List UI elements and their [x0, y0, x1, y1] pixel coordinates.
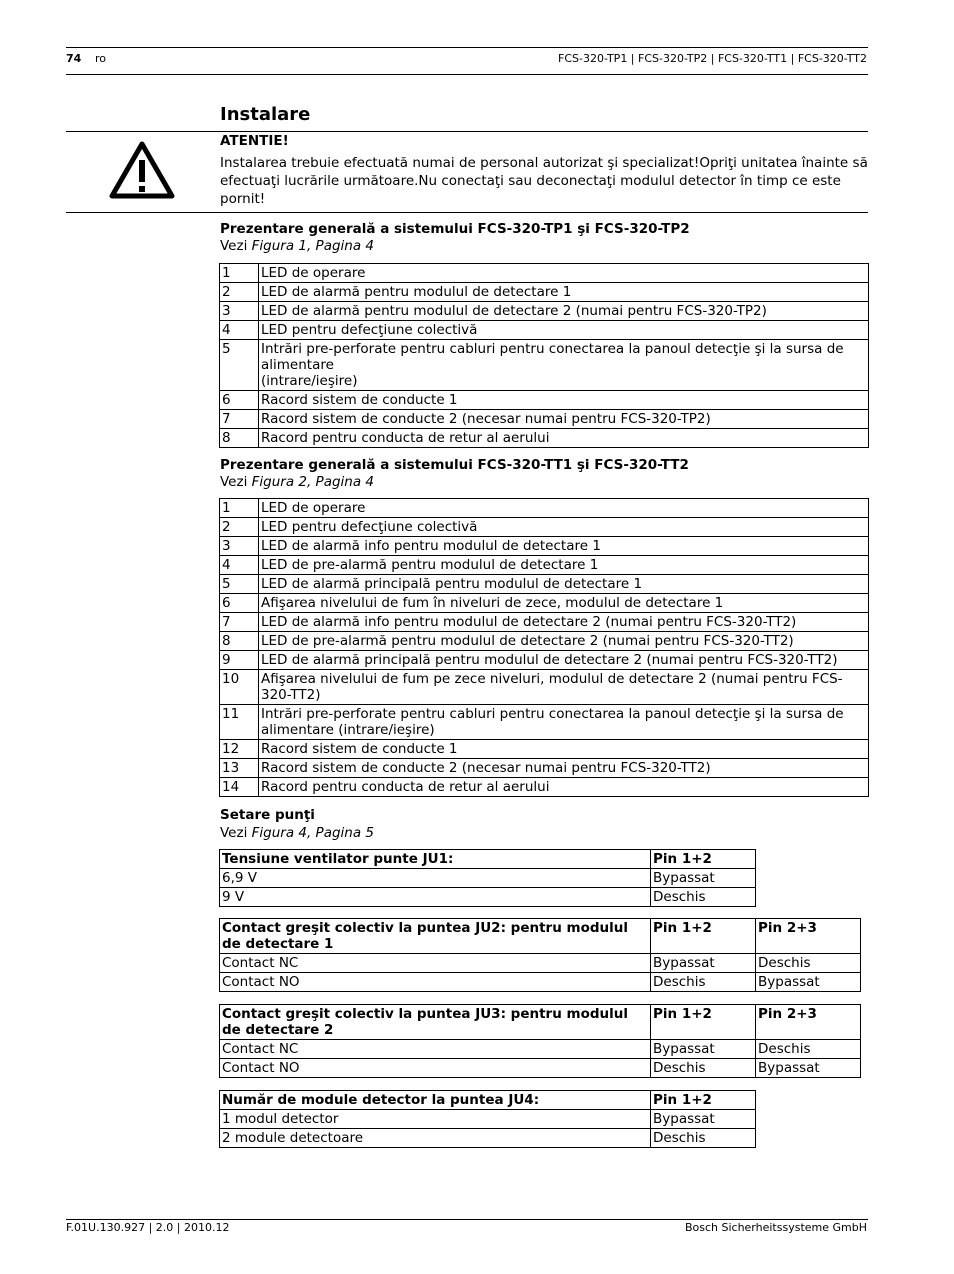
warning-triangle-icon	[108, 140, 176, 200]
ju1-row	[220, 888, 756, 907]
item-description: LED de operare	[259, 264, 869, 283]
item-description: Afişarea nivelului de fum în niveluri de zece, modulul de detectare 1	[259, 594, 869, 613]
overview2-ref-prefix: Vezi	[220, 474, 252, 490]
item-number: 6	[220, 391, 259, 410]
item-description: LED de operare	[259, 499, 869, 518]
overview2-row	[220, 651, 869, 670]
item-number: 1	[220, 499, 259, 518]
overview1-row	[220, 340, 869, 391]
ju2-header-row	[220, 919, 861, 954]
overview2-row	[220, 759, 869, 778]
overview2-row	[220, 705, 869, 740]
footer-company: Bosch Sicherheitssysteme GmbH	[684, 1221, 867, 1234]
item-number: 4	[220, 556, 259, 575]
ju3-cell: Bypassat	[651, 1040, 756, 1059]
ju2-table	[219, 918, 861, 992]
ju2-header-cell: Pin 2+3	[756, 919, 861, 954]
item-description: LED de alarmă pentru modulul de detectare 2 (numai pentru FCS-320-TP2)	[259, 302, 869, 321]
ju2-cell: Bypassat	[756, 973, 861, 992]
ju3-header-cell: Pin 2+3	[756, 1005, 861, 1040]
section-title: Instalare	[220, 104, 311, 125]
item-number: 11	[220, 705, 259, 740]
ju1-cell: 9 V	[220, 888, 651, 907]
item-description: LED de alarmă info pentru modulul de detectare 2 (numai pentru FCS-320-TT2)	[259, 613, 869, 632]
ju2-header-cell: Pin 1+2	[651, 919, 756, 954]
ju2-row	[220, 954, 861, 973]
overview1-row	[220, 264, 869, 283]
caution-text: Instalarea trebuie efectuată numai de personal autorizat şi specializat!Opriţi unitatea înainte să efectuaţi lucrările următoare.Nu conectaţi sau deconectaţi modulul detector în timp ce este pornit!	[220, 155, 868, 207]
item-description: LED de alarmă pentru modulul de detectare 1	[259, 283, 869, 302]
overview2-row	[220, 778, 869, 797]
ju4-row	[220, 1129, 756, 1148]
item-description: LED pentru defecţiune colectivă	[259, 518, 869, 537]
item-description: Intrări pre-perforate pentru cabluri pentru conectarea la panoul detecţie şi la sursa de alimentare (intrare/ieşire)	[259, 705, 869, 740]
ju1-cell: Deschis	[651, 888, 756, 907]
ju3-cell: Deschis	[756, 1040, 861, 1059]
overview2-table	[219, 498, 869, 797]
page-number: 74	[66, 52, 82, 65]
footer-doc-id: F.01U.130.927 | 2.0 | 2010.12	[66, 1221, 230, 1234]
item-number: 14	[220, 778, 259, 797]
ju3-cell: Contact NO	[220, 1059, 651, 1078]
overview1-ref-prefix: Vezi	[220, 238, 252, 254]
item-number: 8	[220, 429, 259, 448]
ju4-cell: Bypassat	[651, 1110, 756, 1129]
item-description: LED de alarmă principală pentru modulul de detectare 2 (numai pentru FCS-320-TT2)	[259, 651, 869, 670]
overview2-row	[220, 575, 869, 594]
overview2-ref-link[interactable]: Figura 2, Pagina 4	[251, 474, 374, 490]
item-number: 6	[220, 594, 259, 613]
item-description: LED de pre-alarmă pentru modulul de detectare 1	[259, 556, 869, 575]
overview1-row	[220, 302, 869, 321]
ju4-header-row	[220, 1091, 756, 1110]
jumpers-reference	[220, 824, 374, 842]
item-description: Racord pentru conducta de retur al aerului	[259, 429, 869, 448]
overview2-row	[220, 670, 869, 705]
ju2-cell: Contact NC	[220, 954, 651, 973]
overview1-row	[220, 410, 869, 429]
item-number: 3	[220, 537, 259, 556]
item-number: 13	[220, 759, 259, 778]
overview2-row	[220, 632, 869, 651]
overview1-reference	[220, 237, 374, 255]
item-number: 8	[220, 632, 259, 651]
item-number: 7	[220, 410, 259, 429]
ju4-header-cell: Pin 1+2	[651, 1091, 756, 1110]
jumpers-ref-prefix: Vezi	[220, 825, 252, 841]
overview1-heading: Prezentare generală a sistemului FCS-320-TP1 şi FCS-320-TP2	[220, 221, 690, 237]
item-description: LED de alarmă principală pentru modulul de detectare 1	[259, 575, 869, 594]
item-description: Racord sistem de conducte 2 (necesar numai pentru FCS-320-TT2)	[259, 759, 869, 778]
ju3-cell: Contact NC	[220, 1040, 651, 1059]
jumpers-heading: Setare punţi	[220, 807, 315, 823]
item-number: 2	[220, 518, 259, 537]
overview2-row	[220, 518, 869, 537]
ju4-header-cell: Număr de module detector la puntea JU4:	[220, 1091, 651, 1110]
ju2-row	[220, 973, 861, 992]
ju4-cell: Deschis	[651, 1129, 756, 1148]
ju4-cell: 2 module detectoare	[220, 1129, 651, 1148]
item-description: Racord sistem de conducte 2 (necesar numai pentru FCS-320-TP2)	[259, 410, 869, 429]
overview2-reference	[220, 473, 374, 491]
ju2-header-cell: Contact greşit colectiv la puntea JU2: pentru modulul de detectare 1	[220, 919, 651, 954]
header-rule-bottom	[66, 74, 868, 75]
ju3-header-row	[220, 1005, 861, 1040]
item-number: 9	[220, 651, 259, 670]
caution-rule-bottom	[66, 212, 868, 213]
ju4-cell: 1 modul detector	[220, 1110, 651, 1129]
ju3-row	[220, 1059, 861, 1078]
ju3-cell: Deschis	[651, 1059, 756, 1078]
overview1-ref-link[interactable]: Figura 1, Pagina 4	[251, 238, 374, 254]
overview2-row	[220, 613, 869, 632]
ju4-row	[220, 1110, 756, 1129]
header-rule-top	[66, 47, 868, 48]
jumpers-ref-link[interactable]: Figura 4, Pagina 5	[251, 825, 374, 841]
item-description: Racord pentru conducta de retur al aerului	[259, 778, 869, 797]
item-description: LED de alarmă info pentru modulul de detectare 1	[259, 537, 869, 556]
document-title: FCS-320-TP1 | FCS-320-TP2 | FCS-320-TT1 | FCS-320-TT2	[558, 52, 867, 65]
item-number: 1	[220, 264, 259, 283]
ju2-cell: Contact NO	[220, 973, 651, 992]
item-description: Racord sistem de conducte 1	[259, 740, 869, 759]
ju3-header-cell: Contact greşit colectiv la puntea JU3: pentru modulul de detectare 2	[220, 1005, 651, 1040]
overview2-heading: Prezentare generală a sistemului FCS-320-TT1 şi FCS-320-TT2	[220, 457, 689, 473]
footer-rule	[66, 1219, 868, 1220]
ju1-row	[220, 869, 756, 888]
item-description: LED de pre-alarmă pentru modulul de detectare 2 (numai pentru FCS-320-TT2)	[259, 632, 869, 651]
caution-rule-top	[66, 131, 868, 132]
caution-label: ATENTIE!	[220, 133, 289, 149]
ju1-cell: 6,9 V	[220, 869, 651, 888]
item-number: 7	[220, 613, 259, 632]
overview1-row	[220, 429, 869, 448]
ju1-cell: Bypassat	[651, 869, 756, 888]
overview1-table	[219, 263, 869, 448]
ju2-cell: Deschis	[651, 973, 756, 992]
overview2-row	[220, 499, 869, 518]
item-description: Afişarea nivelului de fum pe zece niveluri, modulul de detectare 2 (numai pentru FCS- 320-TT2)	[259, 670, 869, 705]
ju3-row	[220, 1040, 861, 1059]
overview1-row	[220, 283, 869, 302]
overview1-row	[220, 321, 869, 340]
overview2-row	[220, 537, 869, 556]
item-number: 10	[220, 670, 259, 705]
item-number: 5	[220, 340, 259, 391]
item-description: LED pentru defecţiune colectivă	[259, 321, 869, 340]
item-description: Racord sistem de conducte 1	[259, 391, 869, 410]
item-number: 3	[220, 302, 259, 321]
item-number: 5	[220, 575, 259, 594]
ju1-header-row	[220, 850, 756, 869]
overview2-row	[220, 556, 869, 575]
item-description: Intrări pre-perforate pentru cabluri pentru conectarea la panoul detecţie şi la sursa de alimentare (intrare/ieşire)	[259, 340, 869, 391]
ju3-table	[219, 1004, 861, 1078]
page-language: ro	[95, 52, 107, 65]
overview2-row	[220, 594, 869, 613]
ju3-cell: Bypassat	[756, 1059, 861, 1078]
ju1-header-cell: Pin 1+2	[651, 850, 756, 869]
ju1-header-cell: Tensiune ventilator punte JU1:	[220, 850, 651, 869]
item-number: 12	[220, 740, 259, 759]
overview2-row	[220, 740, 869, 759]
ju2-cell: Deschis	[756, 954, 861, 973]
item-number: 2	[220, 283, 259, 302]
overview1-row	[220, 391, 869, 410]
ju1-table	[219, 849, 756, 907]
ju3-header-cell: Pin 1+2	[651, 1005, 756, 1040]
ju2-cell: Bypassat	[651, 954, 756, 973]
ju4-table	[219, 1090, 756, 1148]
item-number: 4	[220, 321, 259, 340]
